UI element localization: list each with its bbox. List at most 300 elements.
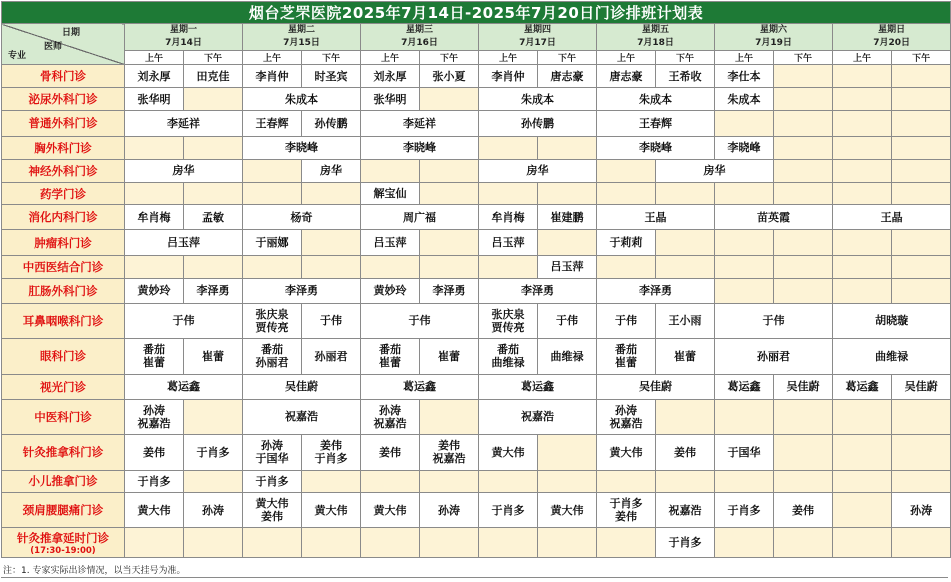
doctor-cell: 吕玉萍 [361,230,420,255]
schedule-row [2,255,951,278]
doctor-cell: 孙涛 [420,492,479,528]
doctor-cell: 李泽勇 [479,278,597,303]
day-header [479,24,597,51]
doctor-cell: 张华明 [125,88,184,111]
doctor-cell: 于肖多 [479,492,538,528]
doctor-cell [892,399,951,434]
doctor-cell [715,528,774,558]
doctor-cell: 张华明 [361,88,420,111]
doctor-cell: 黄大伟 [302,492,361,528]
doctor-cell [774,159,833,182]
doctor-cell [184,528,243,558]
doctor-cell: 孙传鹏 [302,111,361,136]
doctor-cell [774,255,833,278]
doctor-cell: 于伟 [715,304,833,339]
doctor-cell: 孙丽君 [715,338,833,374]
doctor-cell [302,182,361,204]
doctor-cell: 李肖仲 [479,65,538,88]
doctor-cell: 于伟 [538,304,597,339]
doctor-cell [715,399,774,434]
doctor-cell: 朱成本 [715,88,774,111]
doctor-cell: 姜伟 [125,434,184,470]
doctor-cell: 孙丽君 [302,338,361,374]
day-weekday: 星期日 [878,25,906,35]
department-name [2,111,125,136]
doctor-cell [302,470,361,492]
department-name [2,470,125,492]
doctor-cell [538,470,597,492]
department-name [2,528,125,558]
schedule-row [2,136,951,159]
doctor-cell: 葛运鑫 [479,374,597,399]
department-label: 消化内科门诊 [28,210,98,225]
doctor-cell: 于肖多 [125,470,184,492]
department-name [2,492,125,528]
doctor-cell: 王晶 [597,205,715,230]
doctor-cell: 姜伟 [656,434,715,470]
doctor-cell: 曲维禄 [833,338,951,374]
pm-header: 下午 [302,51,361,65]
doctor-cell [597,182,656,204]
doctor-cell [184,399,243,434]
department-name [2,255,125,278]
doctor-cell: 唐志豪 [597,65,656,88]
am-header: 上午 [479,51,538,65]
doctor-cell [597,255,656,278]
day-date: 7月15日 [283,38,320,48]
am-header: 上午 [361,51,420,65]
doctor-cell [420,159,479,182]
department-name [2,159,125,182]
doctor-cell [892,182,951,204]
doctor-cell: 李泽勇 [597,278,715,303]
doctor-cell [892,136,951,159]
doctor-cell: 葛运鑫 [361,374,479,399]
doctor-cell: 葛运鑫 [833,374,892,399]
doctor-cell [774,278,833,303]
doctor-cell: 房华 [656,159,774,182]
day-header [597,24,715,51]
department-label: 神经外科门诊 [28,163,98,178]
doctor-cell [479,470,538,492]
doctor-cell: 番茄 孙丽君 [243,338,302,374]
am-header: 上午 [243,51,302,65]
doctor-cell: 番茄 崔蕾 [125,338,184,374]
doctor-cell [892,230,951,255]
doctor-cell: 姜伟 于肖多 [302,434,361,470]
am-header: 上午 [715,51,774,65]
schedule-row [2,528,951,558]
day-header [243,24,361,51]
doctor-cell: 崔蕾 [420,338,479,374]
doctor-cell [774,182,833,204]
doctor-cell: 王春辉 [597,111,715,136]
doctor-cell: 王春辉 [243,111,302,136]
department-label: 骨科门诊 [40,69,86,84]
schedule-row [2,492,951,528]
department-label: 中医科门诊 [34,409,92,424]
doctor-cell [597,470,656,492]
doctor-cell: 于伟 [125,304,243,339]
doctor-cell: 黄大伟 [125,492,184,528]
doctor-cell: 李泽勇 [243,278,361,303]
doctor-cell [774,88,833,111]
schedule-row [2,470,951,492]
doctor-cell: 吕玉萍 [538,255,597,278]
department-name [2,205,125,230]
doctor-cell [833,434,892,470]
doctor-cell [361,255,420,278]
doctor-cell [184,182,243,204]
doctor-cell: 黄妙玲 [361,278,420,303]
doctor-cell: 于伟 [361,304,479,339]
doctor-cell [538,434,597,470]
doctor-cell [420,470,479,492]
department-label: 小儿推拿门诊 [28,474,98,489]
doctor-cell: 胡晓璇 [833,304,951,339]
doctor-cell [184,88,243,111]
doctor-cell [833,492,892,528]
doctor-cell [833,278,892,303]
department-label: 肿瘤科门诊 [34,235,92,250]
doctor-cell [892,278,951,303]
day-weekday: 星期一 [169,25,197,35]
schedule-row [2,159,951,182]
doctor-cell: 孙涛 祝嘉浩 [125,399,184,434]
schedule-row [2,65,951,88]
department-name [2,230,125,255]
doctor-cell [184,255,243,278]
am-header: 上午 [833,51,892,65]
doctor-cell [656,470,715,492]
pm-header: 下午 [774,51,833,65]
doctor-cell: 房华 [479,159,597,182]
day-date: 7月18日 [637,38,674,48]
doctor-cell: 祝嘉浩 [656,492,715,528]
doctor-cell [715,111,774,136]
day-header [833,24,951,51]
department-label: 针灸推拿科门诊 [22,445,104,460]
day-header [715,24,833,51]
doctor-cell [656,230,715,255]
department-name [2,278,125,303]
doctor-cell [420,528,479,558]
pm-header: 下午 [538,51,597,65]
doctor-cell: 孟敏 [184,205,243,230]
doctor-cell [715,470,774,492]
department-label: 普通外科门诊 [28,116,98,131]
doctor-cell: 吴佳蔚 [243,374,361,399]
day-date: 7月14日 [165,38,202,48]
doctor-cell: 李晓峰 [715,136,774,159]
department-name [2,65,125,88]
page-title: 烟台芝罘医院2025年7月14日-2025年7月20日门诊排班计划表 [2,2,951,24]
doctor-cell: 孙涛 祝嘉浩 [361,399,420,434]
day-date: 7月20日 [873,38,910,48]
doctor-cell [243,255,302,278]
department-hours: (17:30-19:00) [30,545,96,556]
department-name [2,434,125,470]
doctor-cell [361,470,420,492]
doctor-cell: 周广福 [361,205,479,230]
doctor-cell [420,182,479,204]
day-date: 7月17日 [519,38,556,48]
doctor-cell: 黄大伟 [361,492,420,528]
doctor-cell [774,470,833,492]
doctor-cell: 黄大伟 [479,434,538,470]
am-header: 上午 [597,51,656,65]
doctor-cell: 于肖多 [656,528,715,558]
doctor-cell: 刘永厚 [361,65,420,88]
doctor-cell [774,230,833,255]
doctor-cell: 张庆泉 贾传亮 [479,304,538,339]
day-date: 7月19日 [755,38,792,48]
schedule-row [2,304,951,339]
doctor-cell [715,255,774,278]
doctor-cell [125,182,184,204]
doctor-cell [892,470,951,492]
department-label: 胸外科门诊 [34,140,92,155]
schedule-row [2,111,951,136]
doctor-cell [597,528,656,558]
footnote: 注：1. 专家实际出诊情况，以当天挂号为准。 [3,566,186,576]
doctor-cell: 于肖多 [715,492,774,528]
doctor-cell [833,65,892,88]
doctor-cell [538,230,597,255]
department-name [2,182,125,204]
doctor-cell [656,255,715,278]
pm-header: 下午 [656,51,715,65]
doctor-cell [184,136,243,159]
department-name [2,374,125,399]
doctor-cell [656,182,715,204]
doctor-cell: 黄大伟 姜伟 [243,492,302,528]
doctor-cell [656,399,715,434]
doctor-cell [833,88,892,111]
doctor-cell: 李晓峰 [597,136,715,159]
day-weekday: 星期五 [641,25,669,35]
doctor-cell: 曲维禄 [538,338,597,374]
doctor-cell: 姜伟 祝嘉浩 [420,434,479,470]
doctor-cell [420,230,479,255]
doctor-cell [892,88,951,111]
day-header [361,24,479,51]
doctor-cell: 葛运鑫 [715,374,774,399]
pm-header: 下午 [892,51,951,65]
corner-specialty-label: 专业 [8,51,27,61]
doctor-cell [538,528,597,558]
department-label: 针灸推拿延时门诊 [17,530,109,545]
doctor-cell: 房华 [302,159,361,182]
doctor-cell: 李泽勇 [420,278,479,303]
doctor-cell [715,230,774,255]
doctor-cell [361,159,420,182]
am-header: 上午 [125,51,184,65]
doctor-cell: 祝嘉浩 [243,399,361,434]
doctor-cell [833,111,892,136]
corner-doctor-label: 医师 [43,42,62,52]
doctor-cell [892,528,951,558]
doctor-cell: 孙涛 于国华 [243,434,302,470]
header-corner [2,24,125,65]
day-header [125,24,243,51]
doctor-cell: 朱成本 [479,88,597,111]
doctor-cell: 于莉莉 [597,230,656,255]
doctor-cell: 吕玉萍 [125,230,243,255]
doctor-cell: 李晓峰 [361,136,479,159]
doctor-cell: 于伟 [302,304,361,339]
doctor-cell: 于肖多 [243,470,302,492]
doctor-cell [833,159,892,182]
schedule-row [2,230,951,255]
doctor-cell: 于国华 [715,434,774,470]
pm-header: 下午 [420,51,479,65]
doctor-cell [892,434,951,470]
doctor-cell: 李延祥 [125,111,243,136]
day-weekday: 星期四 [523,25,551,35]
doctor-cell: 李晓峰 [243,136,361,159]
doctor-cell [125,255,184,278]
doctor-cell [479,528,538,558]
pm-header: 下午 [184,51,243,65]
schedule-table [1,1,951,558]
schedule-row [2,399,951,434]
doctor-cell: 于肖多 姜伟 [597,492,656,528]
footer-divider [1,577,948,578]
doctor-cell [833,255,892,278]
doctor-cell: 祝嘉浩 [479,399,597,434]
doctor-cell: 牟肖梅 [125,205,184,230]
doctor-cell: 姜伟 [361,434,420,470]
doctor-cell [420,399,479,434]
doctor-cell [420,255,479,278]
department-label: 中西医结合门诊 [22,259,104,274]
doctor-cell: 王晶 [833,205,951,230]
doctor-cell: 王希收 [656,65,715,88]
schedule-row [2,278,951,303]
doctor-cell: 崔蕾 [184,338,243,374]
doctor-cell: 刘永厚 [125,65,184,88]
doctor-cell: 于肖多 [184,434,243,470]
department-name [2,338,125,374]
schedule-row [2,88,951,111]
doctor-cell [833,399,892,434]
doctor-cell: 孙涛 [892,492,951,528]
department-label: 肛肠外科门诊 [28,283,98,298]
doctor-cell [125,528,184,558]
doctor-cell: 张小夏 [420,65,479,88]
doctor-cell: 黄大伟 [597,434,656,470]
doctor-cell [774,136,833,159]
doctor-cell [302,230,361,255]
doctor-cell [774,528,833,558]
doctor-cell [243,159,302,182]
doctor-cell: 田克佳 [184,65,243,88]
doctor-cell: 吴佳蔚 [774,374,833,399]
doctor-cell: 李泽勇 [184,278,243,303]
doctor-cell: 时圣宾 [302,65,361,88]
department-label: 泌尿外科门诊 [28,92,98,107]
doctor-cell [125,136,184,159]
doctor-cell [420,88,479,111]
department-name [2,136,125,159]
department-label: 耳鼻咽喉科门诊 [22,313,104,328]
doctor-cell [715,182,774,204]
day-date: 7月16日 [401,38,438,48]
doctor-cell: 李肖仲 [243,65,302,88]
doctor-cell: 姜伟 [774,492,833,528]
doctor-cell [243,528,302,558]
doctor-cell [184,470,243,492]
doctor-cell [833,230,892,255]
doctor-cell [774,65,833,88]
doctor-cell [833,470,892,492]
doctor-cell [774,111,833,136]
doctor-cell [774,399,833,434]
doctor-cell [479,136,538,159]
doctor-cell: 孙传鹏 [479,111,597,136]
doctor-cell [302,255,361,278]
doctor-cell [302,528,361,558]
doctor-cell: 于丽娜 [243,230,302,255]
doctor-cell: 番茄 曲维禄 [479,338,538,374]
doctor-cell: 房华 [125,159,243,182]
doctor-cell: 葛运鑫 [125,374,243,399]
department-name [2,88,125,111]
doctor-cell: 吕玉萍 [479,230,538,255]
doctor-cell: 唐志豪 [538,65,597,88]
doctor-cell: 番茄 崔蕾 [361,338,420,374]
doctor-cell: 番茄 崔蕾 [597,338,656,374]
schedule-row [2,205,951,230]
doctor-cell [597,159,656,182]
doctor-cell [833,136,892,159]
doctor-cell: 李仕本 [715,65,774,88]
doctor-cell: 黄大伟 [538,492,597,528]
doctor-cell: 崔建鹏 [538,205,597,230]
doctor-cell: 崔蕾 [656,338,715,374]
doctor-cell: 于伟 [597,304,656,339]
doctor-cell: 杨奇 [243,205,361,230]
doctor-cell: 朱成本 [597,88,715,111]
department-label: 视光门诊 [40,379,86,394]
schedule-row [2,338,951,374]
department-label: 颈肩腰腿痛门诊 [22,503,104,518]
doctor-cell [538,182,597,204]
schedule-row [2,374,951,399]
doctor-cell [833,528,892,558]
doctor-cell: 黄妙玲 [125,278,184,303]
doctor-cell [538,136,597,159]
schedule-row [2,434,951,470]
doctor-cell [479,182,538,204]
doctor-cell [833,182,892,204]
day-weekday: 星期六 [759,25,787,35]
doctor-cell [892,65,951,88]
doctor-cell [715,278,774,303]
doctor-cell: 牟肖梅 [479,205,538,230]
doctor-cell [892,255,951,278]
doctor-cell: 解宝仙 [361,182,420,204]
corner-date-label: 日期 [61,28,80,38]
doctor-cell [774,434,833,470]
doctor-cell [479,255,538,278]
doctor-cell: 吴佳蔚 [892,374,951,399]
doctor-cell: 李延祥 [361,111,479,136]
department-name [2,399,125,434]
doctor-cell: 孙涛 [184,492,243,528]
day-weekday: 星期三 [405,25,433,35]
